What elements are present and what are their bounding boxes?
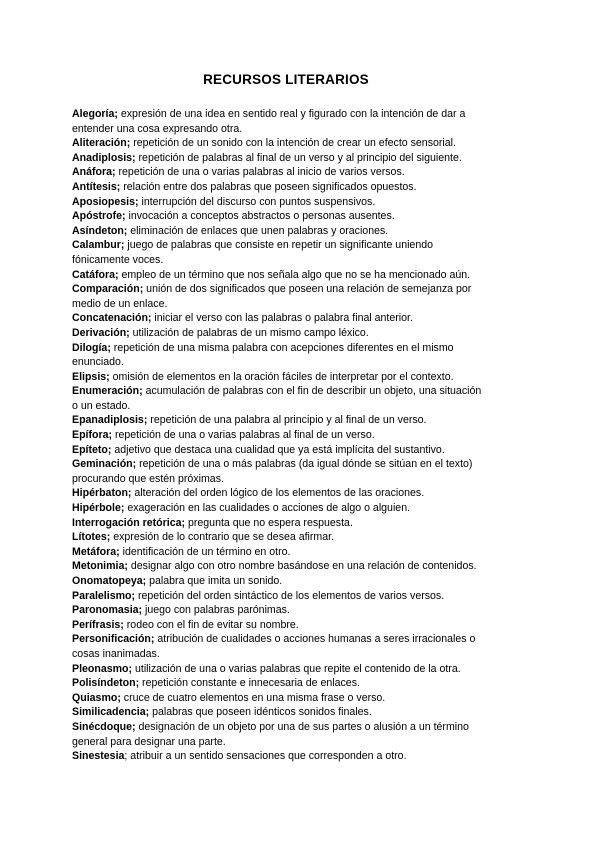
glossary-entry: [72, 705, 490, 720]
entry-definition: palabras que poseen idénticos sonidos finales.: [149, 706, 372, 719]
entry-term: Sinestesia: [72, 750, 125, 763]
entry-definition: cruce de cuatro elementos en una misma frase o verso.: [120, 691, 386, 704]
entry-definition: repetición de una palabra al principio y al final de un verso.: [147, 414, 427, 427]
entry-term: Dilogía;: [72, 341, 111, 354]
entry-definition: atribución de cualidades o acciones humanas a seres irracionales o cosas inanimadas.: [72, 633, 476, 660]
entry-definition: palabra que imita un sonido.: [146, 575, 283, 587]
entry-term: Quiasmo;: [72, 691, 121, 704]
entry-definition: ; atribuir a un sentido sensaciones que corresponden a otro.: [124, 750, 407, 763]
glossary-entry: [72, 136, 490, 151]
glossary-entry: [72, 516, 490, 531]
entry-term: Comparación;: [72, 283, 144, 296]
entry-definition: empleo de un término que nos señala algo que no se ha mencionado aún.: [118, 268, 471, 281]
entry-term: Catáfora;: [72, 268, 119, 281]
glossary-entry: [72, 370, 490, 385]
entry-definition: iniciar el verso con las palabras o palabra final anterior.: [151, 312, 413, 325]
glossary-entry: [72, 413, 490, 428]
entry-definition: expresión de una idea en sentido real y figurado con la intención de dar a entender una cosa expresando otra.: [72, 108, 466, 135]
entry-definition: repetición de palabras al final de un verso y al principio del siguiente.: [135, 151, 462, 164]
entry-definition: juego con palabras parónimas.: [142, 604, 290, 617]
entry-term: Paralelismo;: [72, 589, 136, 602]
glossary-entry: [72, 224, 490, 239]
glossary-entry: [72, 165, 490, 180]
entry-term: Anadiplosis;: [72, 151, 136, 164]
glossary-entry: [72, 545, 490, 560]
glossary-entry: [72, 443, 490, 458]
entry-term: Concatenación;: [72, 312, 152, 325]
entry-term: Perífrasis;: [72, 618, 124, 631]
glossary-entry: [72, 195, 490, 210]
entry-term: Epífora;: [72, 429, 113, 442]
entry-term: Apóstrofe;: [72, 210, 126, 223]
entry-term: Similicadencia;: [72, 706, 150, 719]
glossary-entry: [72, 589, 490, 604]
entry-term: Aliteración;: [72, 137, 131, 150]
glossary-entry: [72, 749, 490, 764]
entry-term: Aposiopesis;: [72, 195, 139, 208]
entry-term: Paronomasia;: [72, 604, 143, 617]
entry-definition: repetición de una o varias palabras al inicio de varios versos.: [115, 166, 405, 179]
glossary-entry: [72, 180, 490, 195]
entry-term: Personificación;: [72, 633, 155, 646]
glossary-entry: [72, 632, 490, 661]
entry-definition: expresión de lo contrario que se desea afirmar.: [110, 531, 335, 544]
entry-term: Epanadiplosis;: [72, 414, 148, 427]
glossary-entry: [72, 486, 490, 501]
entry-term: Calambur;: [72, 239, 125, 252]
entry-definition: unión de dos significados que poseen una relación de semejanza por medio de un enlace.: [72, 283, 472, 310]
glossary-entry: [72, 326, 490, 341]
entry-definition: repetición del orden sintáctico de los elementos de varios versos.: [135, 589, 445, 602]
entry-term: Alegoría;: [72, 108, 118, 120]
glossary-entry: [72, 282, 490, 311]
glossary-entry: [72, 559, 490, 574]
glossary-entry: [72, 107, 490, 136]
entry-term: Lítotes;: [72, 531, 111, 544]
glossary-entry: [72, 618, 490, 633]
entry-definition: invocación a conceptos abstractos o personas ausentes.: [125, 210, 395, 223]
glossary-entry: [72, 662, 490, 677]
glossary-entry: [72, 341, 490, 370]
entry-definition: designar algo con otro nombre basándose en una relación de contenidos.: [127, 560, 477, 573]
entry-term: Antítesis;: [72, 180, 121, 193]
glossary-entry: [72, 151, 490, 166]
entry-definition: pregunta que no espera respuesta.: [185, 516, 353, 529]
entry-definition: utilización de palabras de un mismo campo léxico.: [129, 326, 369, 339]
entry-definition: relación entre dos palabras que poseen significados opuestos.: [120, 180, 417, 193]
entry-term: Asíndeton;: [72, 224, 128, 237]
entry-term: Interrogación retórica;: [72, 516, 186, 529]
glossary-entry: [72, 428, 490, 443]
entry-term: Enumeración;: [72, 385, 143, 398]
glossary-entry: [72, 457, 490, 486]
glossary-entry: [72, 268, 490, 283]
glossary-entry: [72, 384, 490, 413]
entry-definition: rodeo con el fin de evitar su nombre.: [123, 618, 299, 631]
entry-term: Pleonasmo;: [72, 662, 133, 675]
entry-definition: repetición de un sonido con la intención de crear un efecto sensorial.: [130, 137, 456, 150]
entry-term: Metáfora;: [72, 545, 120, 558]
entry-term: Metonimia;: [72, 560, 128, 573]
glossary-entry: [72, 574, 490, 589]
entry-term: Onomatopeya;: [72, 575, 147, 587]
glossary-entry: [72, 501, 490, 516]
document-title: RECURSOS LITERARIOS: [203, 72, 369, 87]
entry-definition: repetición de una o más palabras (da igual dónde se sitúan en el texto) procurando que estén próximas.: [72, 458, 473, 485]
glossary-entry: [72, 209, 490, 224]
glossary-entry: [72, 676, 490, 691]
entry-definition: designación de un objeto por una de sus partes o alusión a un término general para designar una parte.: [72, 720, 469, 748]
entry-definition: juego de palabras que consiste en repetir un significante uniendo fónicamente voces.: [72, 239, 434, 266]
entry-definition: repetición constante e innecesaria de enlaces.: [139, 677, 360, 690]
entry-term: Geminación;: [72, 458, 137, 471]
entry-definition: omisión de elementos en la oración fáciles de interpretar por el contexto.: [109, 370, 454, 383]
entry-definition: eliminación de enlaces que unen palabras y oraciones.: [127, 224, 389, 237]
entry-definition: alteración del orden lógico de los elementos de las oraciones.: [131, 487, 425, 500]
entry-term: Anáfora;: [72, 166, 116, 179]
glossary-entry: [72, 720, 490, 749]
entry-term: Epíteto;: [72, 443, 112, 456]
entry-definition: exageración en las cualidades o acciones de algo o alguien.: [124, 502, 411, 515]
glossary-entry: [72, 691, 490, 706]
entry-term: Hipérbaton;: [72, 487, 132, 500]
entry-term: Polisíndeton;: [72, 677, 140, 690]
entry-term: Derivación;: [72, 326, 130, 339]
entry-definition: interrupción del discurso con puntos suspensivos.: [138, 195, 376, 208]
entry-definition: adjetivo que destaca una cualidad que ya está implícita del sustantivo.: [111, 443, 445, 456]
entry-definition: identificación de un término en otro.: [119, 545, 291, 558]
entry-definition: utilización de una o varias palabras que repite el contenido de la otra.: [132, 662, 461, 675]
glossary-entry: [72, 238, 490, 267]
entry-definition: repetición de una misma palabra con acepciones diferentes en el mismo enunciado.: [72, 341, 454, 369]
entry-definition: repetición de una o varias palabras al final de un verso.: [112, 429, 375, 442]
entry-term: Sinécdoque;: [72, 720, 136, 733]
glossary-entry: [72, 311, 490, 326]
glossary-list: [72, 107, 490, 764]
glossary-entry: [72, 530, 490, 545]
glossary-entry: [72, 603, 490, 618]
entry-term: Elipsis;: [72, 370, 110, 383]
entry-definition: acumulación de palabras con el fin de describir un objeto, una situación o un estado.: [72, 385, 482, 412]
entry-term: Hipérbole;: [72, 502, 125, 515]
